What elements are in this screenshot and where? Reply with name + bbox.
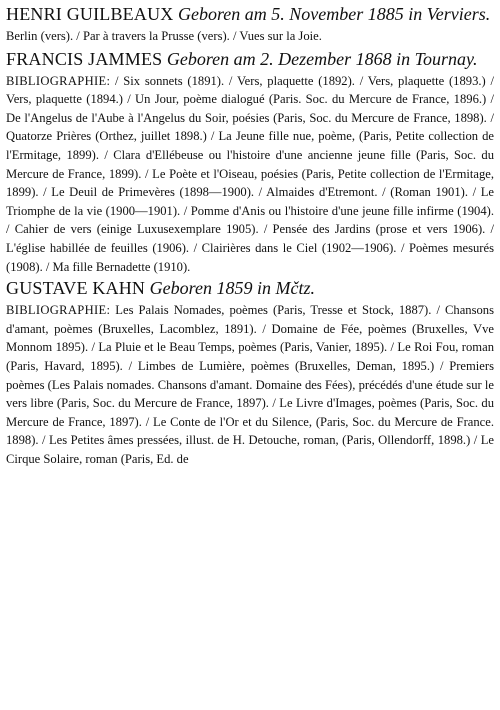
document-page [6, 4, 494, 470]
bibliography-text: Les Palais Nomades, poèmes (Paris, Tresse et Stock, 1887). / Chansons d'amant, poèmes (Bruxelles, Lacomblez, 1891). / Domaine de Fée, poèmes (Bruxelles, Vve Monnom 1895). / La Pluie et le Beau Temps, poèmes (Paris, Vanier, 1895). / Le Roi Fou, roman (Paris, Havard, 1895). / Limbes de Lumière, poèmes (Bruxelles, Deman, 1895.) / Premiers poèmes (Les Palais nomades. Chansons d'amant. Domaine des Fées), précédés d'une étude sur le vers libre (Paris, Soc. du Mercure de France, 1897). / Le Livre d'Images, poèmes (Paris, Soc. du Mercure de France, 1897). / Le Conte de l'Or et du Silence, (Paris, Soc. du Mercure de France. 1898). / Les Petites âmes pressées, illust. de H. Detouche, roman, (Paris, Ollendorff, 1898.) / Le Cirque Solaire, roman (Paris, Ed. de [6, 303, 494, 466]
bibliography-label: BIBLIOGRAPHIE: [6, 73, 111, 88]
author-name: HENRI GUILBEAUX [6, 4, 174, 24]
author-entry-kahn [6, 278, 494, 468]
bibliography-text: / Six sonnets (1891). / Vers, plaquette (1892). / Vers, plaquette (1893.) / Vers, plaquette (1894.) / Un Jour, poème dialogué (Paris. Soc. du Mercure de France, 1896.) / De l'Angelus de l'Aube à l'Angelus du Soir, poésies (Paris, Soc. du Mercure de France, 1898). / Quatorze Prières (Orthez, juillet 1898.) / La Jeune fille nue, poème, (Paris, Petite collection de l'Ermitage, 1899). / Clara d'Ellébeuse ou l'histoire d'une ancienne jeune fille (Paris, Soc. du Mercure de France, 1899). / Le Poète et l'Oiseau, poésies (Paris, Petite collection de l'Ermitage, 1899). / Le Deuil de Primevères (1898—1900). / Almaides d'Etremont. / (Roman 1901). / Le Triomphe de la vie (1900—1901). / Pomme d'Anis ou l'histoire d'une jeune fille infirme (1904). / Cahier de vers (einige Luxusexemplare 1905). / Pensée des Jardins (prose et vers 1906). / L'église habillée de feuilles (1906). / Clairières dans le Ciel (1902—1906). / Poèmes mesurés (1908). / Ma fille Bernadette (1910). [6, 73, 494, 274]
works-text: Berlin (vers). / Par à travers la Prusse (vers). / Vues sur la Joie. [6, 29, 322, 43]
author-heading [6, 4, 494, 25]
author-name: FRANCIS JAMMES [6, 48, 163, 69]
author-entry-guilbeaux [6, 4, 494, 46]
author-works [6, 27, 494, 46]
author-bibliography [6, 301, 494, 468]
author-heading [6, 49, 494, 70]
author-birth: Geboren 1859 in Mčtz. [149, 278, 315, 299]
author-birth: Geboren am 5. November 1885 in Verviers. [177, 4, 491, 24]
author-birth: Geboren am 2. Dezember 1868 in Tournay. [166, 48, 478, 69]
author-bibliography [6, 72, 494, 277]
author-name: GUSTAVE KAHN [6, 278, 146, 299]
author-heading [6, 278, 494, 299]
author-entry-jammes [6, 49, 494, 277]
bibliography-label: BIBLIOGRAPHIE: [6, 303, 111, 318]
